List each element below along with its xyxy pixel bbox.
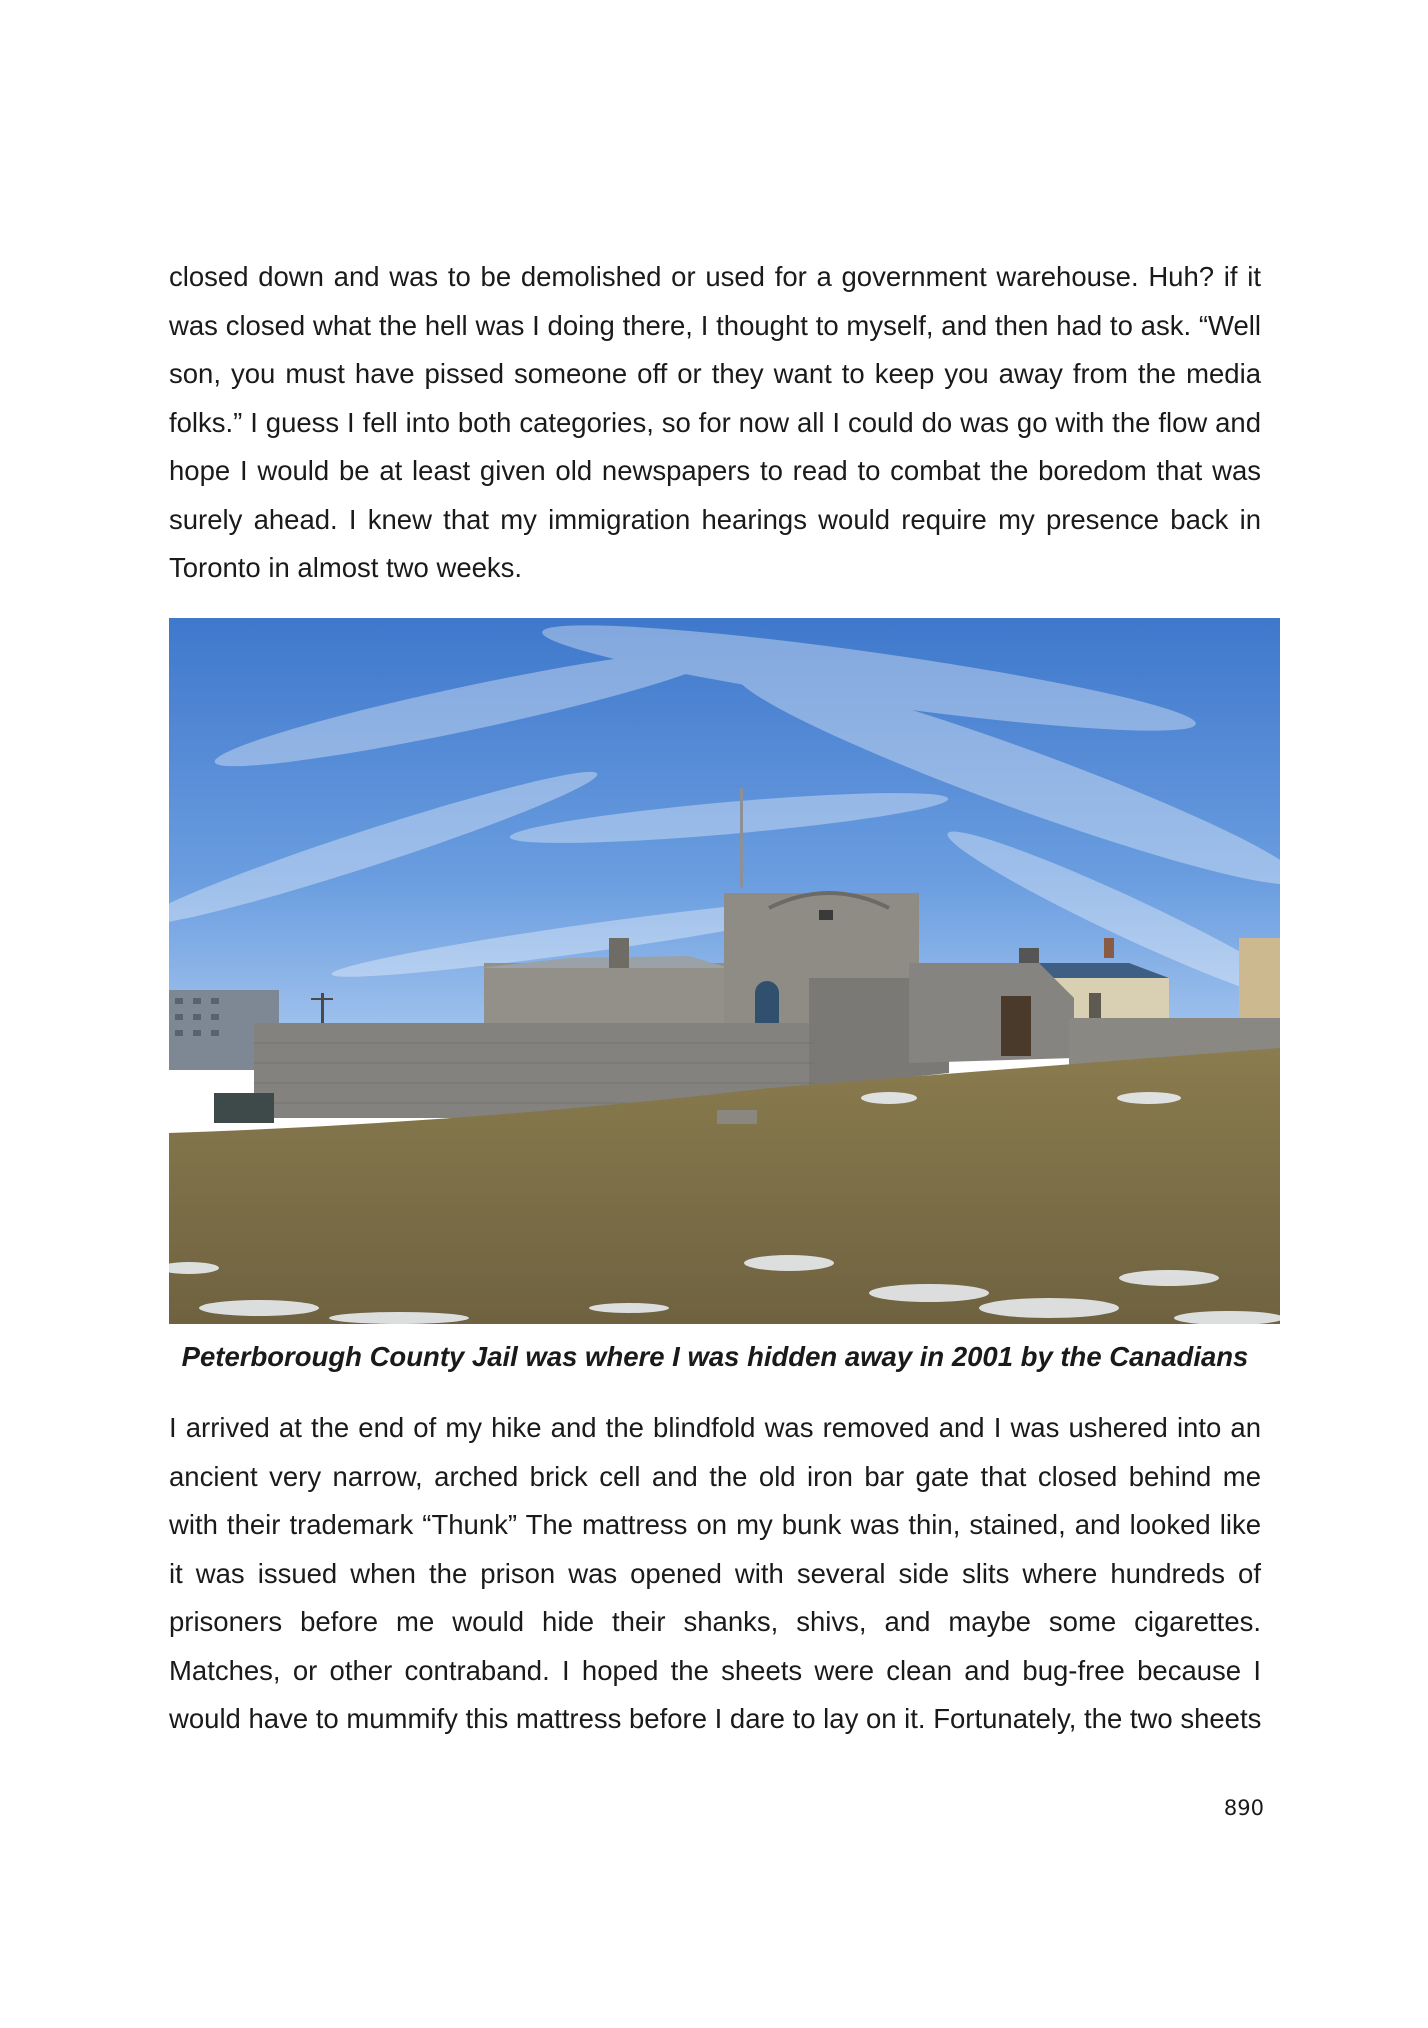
text-line: it was issued when the prison was opened with several side slits where hundreds of <box>169 1557 1261 1589</box>
jail-photo <box>169 618 1280 1324</box>
text-line: would have to mummify this mattress before I dare to lay on it. Fortunately, the two sheets <box>169 1703 1262 1734</box>
photo-caption: Peterborough County Jail was where I was hidden away in 2001 by the Canadians <box>181 1341 1249 1372</box>
text-line: prisoners before me would hide their shanks, shivs, and maybe some cigarettes. <box>169 1606 1261 1637</box>
text-line: Toronto in almost two weeks. <box>169 552 523 583</box>
text-line: I arrived at the end of my hike and the blindfold was removed and I was ushered into an <box>169 1412 1261 1443</box>
text-line: with their trademark “Thunk” The mattress on my bunk was thin, stained, and looked like <box>169 1509 1261 1540</box>
text-line: was closed what the hell was I doing there, I thought to myself, and then had to ask. “Well <box>169 309 1261 341</box>
text-line: hope I would be at least given old newspapers to read to combat the boredom that was <box>169 455 1261 486</box>
text-line: ancient very narrow, arched brick cell and the old iron bar gate that closed behind me <box>169 1460 1261 1492</box>
body-paragraph-top <box>169 253 1261 593</box>
page-number: 890 <box>1223 1796 1264 1820</box>
antenna <box>740 788 743 888</box>
text-line: folks.” I guess I fell into both categories, so for now all I could do was go with the flow and <box>169 406 1261 438</box>
text-line: closed down and was to be demolished or used for a government warehouse. Huh? if it <box>169 261 1261 292</box>
text-line: Matches, or other contraband. I hoped the sheets were clean and bug-free because I <box>169 1654 1261 1686</box>
gate-door <box>1001 996 1031 1056</box>
body-paragraph-bottom <box>169 1404 1261 1744</box>
text-line: son, you must have pissed someone off or they want to keep you away from the media <box>169 358 1261 389</box>
text-line: surely ahead. I knew that my immigration hearings would require my presence back in <box>169 503 1261 535</box>
